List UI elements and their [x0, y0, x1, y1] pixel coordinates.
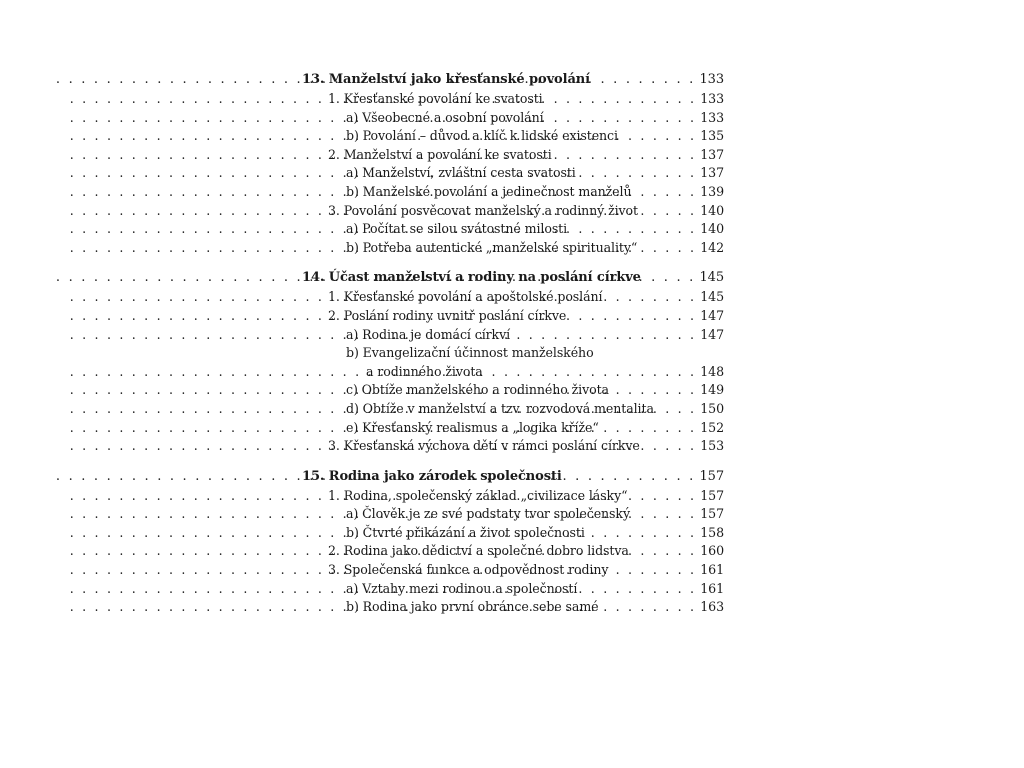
toc-chapter — [302, 467, 724, 617]
dot-leader — [638, 202, 700, 221]
toc-entry — [302, 561, 724, 580]
toc-entry — [302, 183, 724, 202]
toc-entry-title: b) Povolání – důvod a klíč k lidské existenci — [346, 128, 618, 144]
dot-leader — [640, 437, 701, 456]
toc-entry-title: 13. Manželství jako křesťanské povolání — [302, 72, 590, 87]
toc-page-number: 147 — [700, 326, 724, 342]
dot-leader — [552, 146, 701, 165]
toc-page-number: 157 — [700, 506, 724, 522]
toc-entry — [302, 580, 724, 599]
toc-entry — [302, 146, 724, 165]
toc-page-number: 140 — [700, 202, 724, 218]
toc-entry — [302, 220, 724, 239]
dot-leader — [599, 598, 701, 617]
toc-chapter — [302, 70, 724, 257]
toc-page-number: 153 — [700, 438, 724, 454]
toc-page-number: 161 — [700, 580, 724, 596]
toc-entry-title: a) Manželství, zvláštní cesta svatosti — [346, 165, 576, 181]
toc-entry-title: a) Rodina je domácí církví — [346, 326, 511, 342]
toc-page-number: 137 — [700, 165, 724, 181]
toc-page-number: 152 — [700, 419, 724, 435]
toc-entry-title: 2. Rodina jako dědictví a společné dobro lidstva — [328, 543, 629, 559]
toc-entry — [302, 505, 724, 524]
toc-entry — [302, 598, 724, 617]
toc-entry — [302, 239, 724, 258]
toc-page-number: 147 — [700, 307, 724, 323]
toc-entry — [302, 127, 724, 146]
toc-entry-title: a rodinného života — [366, 363, 483, 379]
toc-entry — [302, 419, 724, 438]
toc-entry-title: e) Křesťanský realismus a „logika kříže“ — [346, 419, 599, 435]
toc-entry-title: a) Vztahy mezi rodinou a společností — [346, 580, 578, 596]
toc-page-number: 157 — [700, 487, 724, 503]
toc-chapter — [302, 268, 724, 455]
dot-leader — [608, 561, 700, 580]
dot-leader — [566, 307, 700, 326]
toc-entry — [302, 524, 724, 543]
toc-entry-title: b) Manželské povolání a jedinečnost manželů — [346, 183, 632, 199]
dot-leader — [567, 220, 700, 239]
toc-page-number: 157 — [699, 468, 724, 484]
dot-leader — [576, 164, 701, 183]
toc-page-number: 133 — [699, 72, 724, 87]
dot-leader — [483, 363, 701, 382]
toc-entry-title: 1. Rodina, společenský základ „civilizace lásky“ — [328, 487, 628, 503]
toc-entry — [302, 400, 724, 419]
toc-entry — [302, 90, 724, 109]
toc-entry-title: 3. Společenská funkce a odpovědnost rodiny — [328, 562, 609, 578]
dot-leader — [599, 419, 701, 438]
dot-leader — [631, 183, 700, 202]
toc-entry — [302, 363, 724, 382]
dot-leader — [609, 381, 700, 400]
dot-leader — [585, 524, 700, 543]
toc-entry-title: 1. Křesťanské povolání ke svatosti — [328, 91, 543, 106]
toc-entry — [302, 202, 724, 221]
toc-page-number: 133 — [700, 109, 724, 125]
toc-page-number: 145 — [699, 270, 724, 286]
toc-entry-title: 14. Účast manželství a rodiny na poslání církve — [302, 270, 641, 286]
dot-leader — [602, 288, 700, 307]
toc-entry — [302, 164, 724, 183]
toc-page-number: 163 — [700, 599, 724, 615]
dot-leader — [637, 239, 700, 258]
toc-entry-title: a) Všeobecné a osobní povolání — [346, 109, 544, 125]
toc-page-number: 160 — [700, 543, 724, 559]
toc-chapter-heading — [302, 268, 724, 288]
toc-entry-title: b) Rodina jako první obránce sebe samé — [346, 599, 599, 615]
dot-leader — [577, 580, 700, 599]
toc-entry — [302, 344, 724, 363]
toc-page-number: 135 — [700, 128, 724, 144]
toc-page-number: 158 — [700, 524, 724, 540]
toc-entry — [302, 542, 724, 561]
toc-entry — [302, 381, 724, 400]
toc-page-number: 137 — [700, 146, 724, 162]
toc-entry — [302, 487, 724, 506]
toc-entry-title: 3. Povolání posvěcovat manželský a rodinný život — [328, 202, 638, 218]
toc-entry — [302, 109, 724, 128]
dot-leader — [562, 467, 700, 487]
toc-chapter-heading — [302, 467, 724, 487]
toc-entry — [302, 307, 724, 326]
toc-entry-title: 2. Manželství a povolání ke svatosti — [328, 146, 552, 162]
dot-leader — [641, 268, 700, 288]
toc-entry-title: b) Potřeba autentické „manželské spirituality“ — [346, 239, 638, 255]
toc-entry-title: d) Obtíže v manželství a tzv. rozvodová mentalita — [346, 400, 654, 416]
toc-entry-title: a) Člověk je ze své podstaty tvor společenský — [346, 506, 630, 522]
toc-entry-title: b) Evangelizační účinnost manželského — [346, 345, 594, 361]
toc-page-number: 133 — [700, 91, 724, 106]
dot-leader — [654, 400, 700, 419]
toc-page-number: 150 — [700, 400, 724, 416]
toc-entry-title: 15. Rodina jako zárodek společnosti — [302, 468, 562, 484]
toc-entry-title: b) Čtvrté přikázání a život společnosti — [346, 524, 585, 540]
table-of-contents — [302, 70, 724, 628]
dot-leader — [618, 127, 700, 146]
toc-page-number: 148 — [700, 363, 724, 379]
dot-leader — [630, 505, 700, 524]
toc-chapter-heading — [302, 70, 724, 90]
toc-page-number: 149 — [700, 382, 724, 398]
toc-entry-title: c) Obtíže manželského a rodinného života — [346, 382, 609, 398]
dot-leader — [629, 542, 700, 561]
dot-leader — [627, 487, 700, 506]
dot-leader — [590, 70, 700, 90]
dot-leader — [510, 326, 700, 345]
toc-page-number: 145 — [700, 289, 724, 305]
toc-entry-title: 1. Křesťanské povolání a apoštolské poslání — [328, 289, 603, 305]
toc-page-number: 161 — [700, 562, 724, 578]
dot-leader — [544, 109, 701, 128]
dot-leader — [543, 90, 701, 109]
toc-page-number: 139 — [700, 183, 724, 199]
toc-entry — [302, 326, 724, 345]
toc-entry-title: a) Počítat se silou svátostné milosti — [346, 221, 568, 237]
toc-entry-title: 3. Křesťanská výchova dětí v rámci poslání církve — [328, 438, 640, 454]
toc-entry-title: 2. Poslání rodiny uvnitř poslání církve — [328, 307, 567, 323]
toc-page-number: 142 — [700, 239, 724, 255]
toc-entry — [302, 288, 724, 307]
toc-page-number: 140 — [700, 221, 724, 237]
toc-entry — [302, 437, 724, 456]
